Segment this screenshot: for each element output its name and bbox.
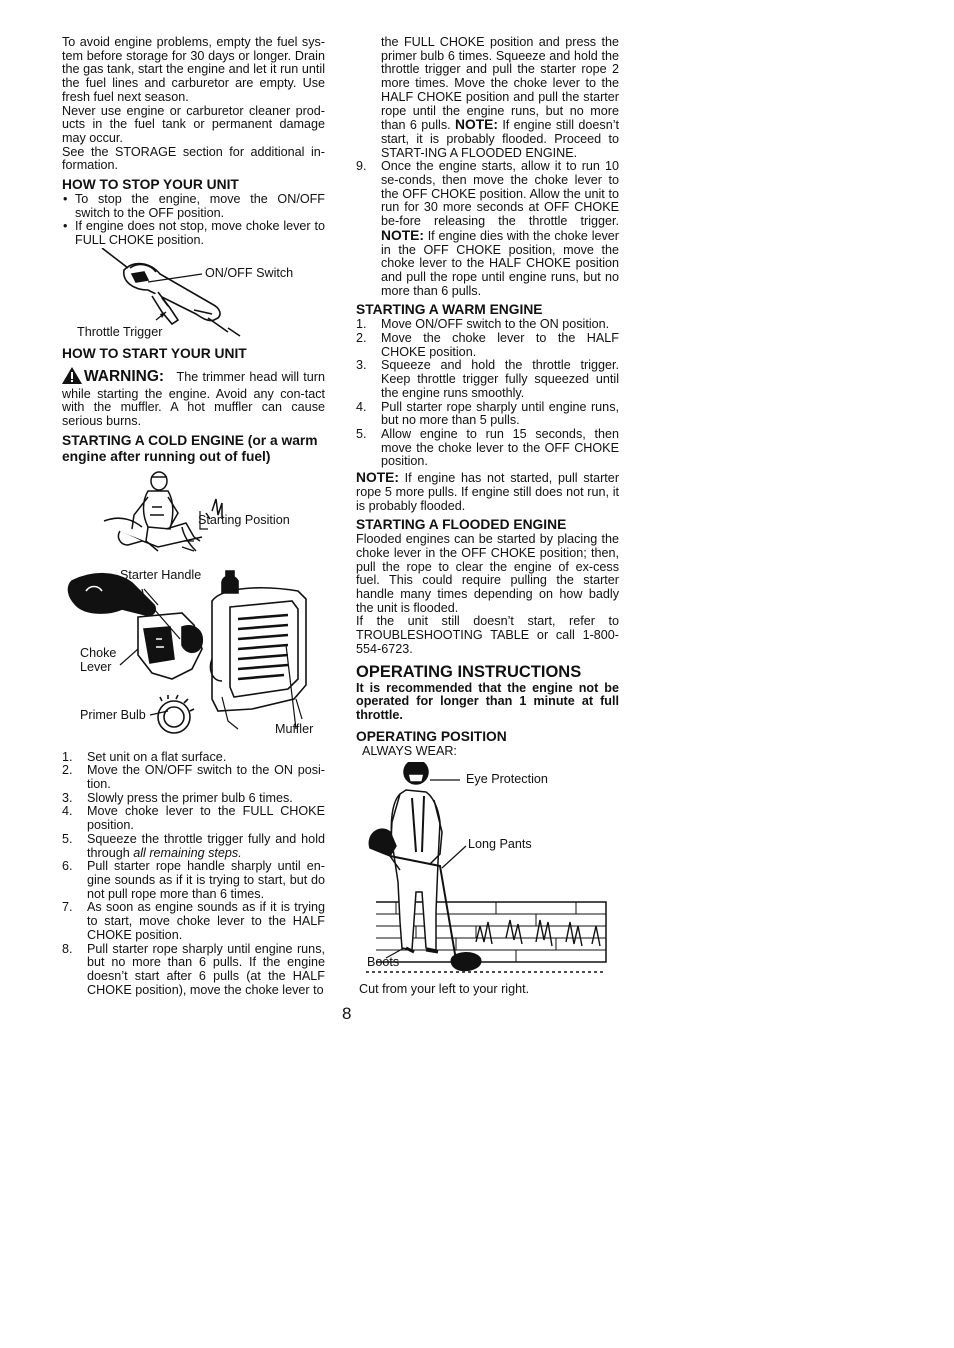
operating-position-figure	[356, 762, 619, 986]
boots-label: Boots	[367, 955, 400, 970]
start-heading: HOW TO START YOUR UNIT	[62, 345, 247, 361]
list-item: 8. Pull starter rope sharply until engine runs, but no more than 6 pulls. If the engine doesn’t start after 6 pulls (at the HALF CHOKE position), move the choke lever to	[62, 941, 325, 997]
list-item: 2. Move the choke lever to the HALF CHOKE position.	[356, 331, 619, 359]
flooded-paragraph: If the unit still doesn’t start, refer to TROUBLESHOOTING TABLE or call 1-800-554-6723.	[356, 614, 619, 656]
list-item: 2. Move the ON/OFF switch to the ON posi-tion.	[62, 763, 325, 792]
choke-lever-label-1: Choke	[80, 645, 117, 660]
list-item: 4. Move choke lever to the FULL CHOKE position.	[62, 804, 325, 833]
starter-handle-label: Starter Handle	[120, 567, 202, 582]
note-label: NOTE:	[455, 117, 498, 133]
stop-heading: HOW TO STOP YOUR UNIT	[62, 177, 239, 193]
page-number: 8	[342, 1004, 352, 1023]
long-pants-label: Long Pants	[468, 837, 532, 852]
primer-bulb-label: Primer Bulb	[80, 707, 146, 722]
warning-text: The trimmer head will turn while starting the engine. Avoid any con-tact with the muffler. A hot muffler can cause serious burns.	[62, 369, 325, 428]
operating-instructions-heading: OPERATING INSTRUCTIONS	[356, 662, 582, 681]
list-item: • If engine does not stop, move choke lever to FULL CHOKE position.	[62, 220, 325, 247]
warning-label: WARNING:	[84, 367, 165, 385]
eye-protection-label: Eye Protection	[466, 772, 548, 787]
cold-start-steps	[62, 751, 325, 998]
operating-position-heading: OPERATING POSITION	[356, 728, 507, 744]
warm-engine-heading: STARTING A WARM ENGINE	[356, 302, 543, 318]
step-9-text: Once the engine starts, allow it to run 10 se-conds, then move the choke lever to the OFF CHOKE position. Allow the unit to run for 30 more seconds at OFF CHOKE be-fore releasing the throttle trigger.	[381, 159, 619, 229]
stop-bullets	[62, 193, 325, 248]
operator-illustration	[356, 762, 619, 986]
flooded-paragraph: Flooded engines can be started by placing the choke lever in the OFF CHOKE position; then, pull the rope to clear the engine of ex-cess fuel. This could require pulling the starter handle many times depending on how badly the unit is flooded.	[356, 532, 619, 615]
on-off-switch-label: ON/OFF Switch	[205, 265, 294, 280]
starting-position-figure	[62, 471, 325, 569]
always-wear-text: ALWAYS WEAR:	[362, 743, 457, 758]
throttle-trigger-label: Throttle Trigger	[77, 324, 163, 339]
list-item: 1. Set unit on a flat surface.	[62, 749, 227, 764]
flooded-engine-heading: STARTING A FLOODED ENGINE	[356, 517, 567, 533]
cut-direction-text: Cut from your left to your right.	[359, 982, 530, 997]
warm-start-steps	[356, 318, 619, 469]
intro-paragraph: To avoid engine problems, empty the fuel sys-tem before storage for 30 days or longer. Drain the gas tank, start the engine and let it run until the fuel lines and carburetor are empty. Use fresh fuel next season.	[62, 35, 325, 104]
list-item: 1. Move ON/OFF switch to the ON position.	[356, 317, 610, 332]
muffler-label: Muffler	[275, 721, 314, 736]
starting-position-label: Starting Position	[198, 512, 290, 527]
warning-triangle-icon	[62, 367, 82, 388]
intro-text	[62, 36, 325, 173]
list-item: 3. Slowly press the primer bulb 6 times.	[62, 790, 293, 805]
warm-note: NOTE: If engine has not started, pull starter rope 5 more pulls. If engine still does not run, it is probably flooded.	[356, 470, 620, 513]
list-item: • To stop the engine, move the ON/OFF switch to the OFF position.	[62, 193, 325, 220]
step-8-note: If engine still doesn’t start, it is probably flooded. Proceed to START-ING A FLOODED ENGINE.	[381, 118, 620, 160]
list-item: 7. As soon as engine sounds as if it is trying to start, move choke lever to the HALF CHOKE position.	[62, 900, 325, 942]
step-8-text: the FULL CHOKE position and press the primer bulb 6 times. Squeeze and hold the throttle trigger and pull the starter rope 2 more times. Move the choke lever to the HALF CHOKE position and pull the starter rope until the engine runs, but no more than 6 pulls.	[381, 35, 619, 133]
left-column	[62, 36, 325, 997]
list-item: 6. Pull starter rope handle sharply until en-gine sounds as if it is trying to start, but do not pull rope more than 6 times.	[62, 859, 325, 901]
list-item: 3. Squeeze and hold the throttle trigger. Keep throttle trigger fully squeezed until the engine runs smoothly.	[356, 358, 619, 400]
warning-paragraph	[62, 367, 325, 429]
intro-paragraph: See the STORAGE section for additional in-formation.	[62, 144, 325, 173]
note-label: NOTE:	[356, 470, 399, 486]
intro-paragraph: Never use engine or carburetor cleaner prod-ucts in the fuel tank or permanent damage may occur.	[62, 103, 325, 145]
choke-lever-label-2: Lever	[80, 659, 112, 674]
engine-figure	[62, 569, 325, 751]
note-label: NOTE:	[381, 227, 424, 243]
step-8-continued	[356, 36, 619, 160]
switch-figure	[62, 248, 325, 340]
list-item: 4. Pull starter rope sharply until engine runs, but no more than 5 pulls.	[356, 399, 619, 428]
operating-warning-text: It is recommended that the engine not be operated for longer than 1 minute at full throttle.	[356, 680, 619, 722]
cold-engine-heading: STARTING A COLD ENGINE (or a warm engine after running out of fuel)	[62, 432, 318, 464]
step-9-note: If engine dies with the choke lever in the OFF CHOKE position, move the choke lever to the HALF CHOKE position and pull the rope until engine runs, but no more than 6 pulls.	[381, 228, 619, 298]
right-column	[356, 36, 619, 997]
list-item: 5. Allow engine to run 15 seconds, then move the choke lever to the OFF CHOKE position.	[356, 426, 619, 469]
list-item: 5. Squeeze the throttle trigger fully and hold through all remaining steps.	[62, 831, 325, 860]
step-9: 9. Once the engine starts, allow it to run 10 se-conds, then move the choke lever to the OFF CHOKE position. Allow the unit to run for 30 more seconds at OFF CHOKE be-fore releasing the throttle trigger. NOTE: If engine dies with the choke lever in the OFF CHOKE position, move the choke lever to the HALF CHOKE position and pull the rope until engine runs, but no more than 6 pulls.	[356, 159, 619, 298]
